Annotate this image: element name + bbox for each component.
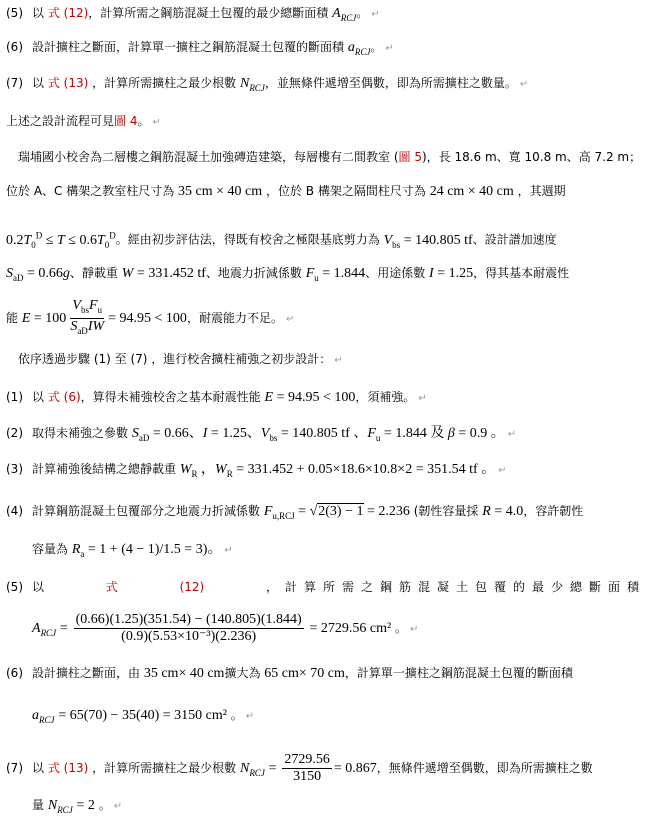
paragraph-mark-icon: ↵ xyxy=(519,79,529,90)
text: 以 xyxy=(32,390,45,404)
math: 35 cm× 40 cm xyxy=(143,666,225,681)
text: ，無條件遞增至偶數，即為所需擴柱之數 xyxy=(376,761,593,775)
figure-ref-link[interactable]: 圖 5 xyxy=(398,150,422,164)
text: ，計算單一擴柱之鋼筋混凝土包覆的斷面積 xyxy=(344,666,573,680)
math-n-rcj: $N_{RCJ}$ xyxy=(47,798,73,815)
text: 位於 A、C 構架之教室柱尺寸為 xyxy=(6,184,175,198)
equation-ref-link[interactable]: 式 (6) xyxy=(47,390,81,404)
text: ，耐震能力不足。 xyxy=(186,310,283,325)
item-number: (6) xyxy=(6,40,23,54)
text: 以 xyxy=(32,761,45,775)
math-n-rcj: $N_{RCJ}$ xyxy=(239,761,265,778)
text: 以 xyxy=(32,580,45,594)
math-wr: $W_R$ ，$W_R = 331.452 + 0.05\times 18.6\times 10.8\times 2 = 351.54$ tf 。 xyxy=(179,462,496,479)
item-number: (5) xyxy=(6,6,23,20)
text: (韌性容量採 xyxy=(413,504,479,518)
equation-ref-link[interactable]: (12) xyxy=(179,580,205,594)
text: 以 xyxy=(32,76,45,90)
math-vbs: $V_{bs} = 140.805$ tf xyxy=(383,232,473,250)
paragraph-mark-icon: ↵ xyxy=(224,545,233,556)
text: 容量為 xyxy=(32,542,69,556)
math-fu-rcj: $F_{u,RCJ} = √2(3) - 1 = 2.236$ xyxy=(263,504,410,521)
math-sad: $S_{aD} = 0.66g$ xyxy=(6,266,70,283)
item-number: (7) xyxy=(6,761,23,775)
math-a-rcj-small: $a_{RCJ}$ xyxy=(347,40,371,57)
math: 35 cm × 40 cm xyxy=(178,184,263,199)
math-i: I = 1.25 xyxy=(429,266,474,281)
text: 取得未補強之參數 xyxy=(32,426,129,440)
math: 65 cm× 70 cm xyxy=(264,666,345,681)
paragraph-mark-icon: ↵ xyxy=(285,313,295,325)
item-number: (1) xyxy=(6,390,23,404)
paragraph-mark-icon: ↵ xyxy=(385,43,394,54)
text: ，算得未補強校舍之基本耐震性能 xyxy=(80,390,261,404)
paragraph-mark-icon: ↵ xyxy=(507,429,517,440)
text: ，計算所需之鋼筋混凝土包覆的最少總斷面積 xyxy=(265,580,646,594)
item-number: (2) xyxy=(6,426,23,440)
text: ，得其基本耐震性 xyxy=(473,266,570,280)
text: ，容許韌性 xyxy=(523,504,584,518)
text: 、用途係數 xyxy=(365,266,426,280)
text: ，計算所需擴柱之最少根數 xyxy=(92,761,237,775)
text: 瑞埔國小校舍為二層樓之鋼筋混凝土加強磚造建築，每層樓有二間教室 ( xyxy=(18,150,399,164)
text: ，計算所需擴柱之最少根數 xyxy=(92,76,237,90)
equation-ref-link[interactable]: 式 xyxy=(105,580,118,594)
math: = 94.95 < 100 xyxy=(108,310,187,326)
equation-ref-link[interactable]: 式 (12) xyxy=(47,6,89,20)
equation-ref-link[interactable]: 式 (13) xyxy=(47,761,89,775)
math-a-rcj-small: $a_{RCJ}$ xyxy=(32,708,55,725)
math-n-rcj: $N_{RCJ}$ xyxy=(239,76,265,93)
text: ，須補強。 xyxy=(355,390,416,404)
paragraph-mark-icon: ↵ xyxy=(113,801,123,812)
paragraph-line xyxy=(18,148,656,166)
math-e-formula: E = 100 xyxy=(21,310,67,326)
paragraph-mark-icon: ↵ xyxy=(334,355,343,366)
fraction: $\frac{V_{bs}F_u}{S_{aD}IW}$ xyxy=(70,298,105,336)
fraction: $\frac{(0.66)(1.25)(351.54) - (140.805)(1.844)}{\text{(0.9)(5.53×10⁻³)(2.236)}}$ xyxy=(75,612,302,644)
math: 24 cm × 40 cm xyxy=(429,184,514,199)
paragraph-line xyxy=(6,182,656,201)
text: 、靜載重 xyxy=(69,266,118,280)
paragraph-line xyxy=(6,226,656,253)
text: 以 xyxy=(32,6,45,20)
paragraph-mark-icon: ↵ xyxy=(418,393,427,404)
text: ，其週期 xyxy=(517,184,566,198)
paragraph-mark-icon: ↵ xyxy=(498,465,507,476)
paragraph-mark-icon: ↵ xyxy=(371,9,380,20)
item-number: (4) xyxy=(6,504,23,518)
text: 、設計譜加速度 xyxy=(472,232,557,247)
equation-ref-link[interactable]: 式 (13) xyxy=(47,76,89,90)
text: ，位於 B 構架之隔間柱尺寸為 xyxy=(265,184,426,198)
math-period-range: $0.2T_0^D \le T \le 0.6T_0^D$ xyxy=(6,230,116,250)
text: 計算鋼筋混凝土包覆部分之地震力折減係數 xyxy=(32,504,261,518)
text: 能 xyxy=(6,310,19,325)
text: 上述之設計流程可見 xyxy=(6,114,115,128)
math: E = 94.95 < 100 xyxy=(264,390,356,405)
text: )，長 18.6 m、寬 10.8 m、高 7.2 m； xyxy=(421,150,642,164)
item-number: (6) xyxy=(6,666,23,680)
text: 計算補強後結構之總靜載重 xyxy=(32,462,177,476)
math-a-rcj: $A_{RCJ}$ xyxy=(32,621,57,638)
figure-ref-link[interactable]: 圖 4 xyxy=(114,114,138,128)
paragraph-mark-icon: ↵ xyxy=(245,711,255,722)
text: 設計擴柱之斷面，由 xyxy=(32,666,141,680)
text: 擴大為 xyxy=(224,666,261,680)
paragraph-line xyxy=(6,298,656,339)
text: 設計擴柱之斷面，計算單一擴柱之鋼筋混凝土包覆的斷面積 xyxy=(32,40,345,54)
paragraph-mark-icon: ↵ xyxy=(152,117,161,128)
item-number: (7) xyxy=(6,76,23,90)
flow-reference: 上述之設計流程可見圖 4。 ↵ xyxy=(6,114,161,128)
paragraph-line xyxy=(18,350,656,370)
math-w: W = 331.452 tf xyxy=(121,266,206,281)
text: 依序透過步驟 (1) 至 (7) ，進行校舍擴柱補強之初步設計： xyxy=(18,352,332,366)
paragraph-line xyxy=(6,264,656,287)
math-params: $S_{aD} = 0.66$、I = 1.25、$V_{bs} = 140.805$ tf 、$F_u = 1.844$ 及 β = 0.9 。 xyxy=(131,426,505,443)
text: ，並無條件遞增至偶數，即為所需擴柱之數量。 xyxy=(264,76,517,90)
text: ，計算所需之鋼筋混凝土包覆的最少總斷面積 xyxy=(88,6,329,20)
math-r: R = 4.0 xyxy=(482,504,524,519)
paragraph-mark-icon: ↵ xyxy=(410,624,419,635)
math-fu: $F_u = 1.844$ xyxy=(305,266,366,283)
item-number: (5) xyxy=(6,580,23,594)
text: 、地震力折減係數 xyxy=(205,266,302,280)
text: 量 xyxy=(32,798,45,812)
math-ra: $R_a = 1 + (4 - 1)/1.5 = 3$)。 xyxy=(71,542,222,559)
text: 。經由初步評估法，得既有校舍之極限基底剪力為 xyxy=(115,232,380,247)
fraction: $\frac{2729.56}{3150}$ xyxy=(284,752,330,784)
math-a-rcj: $A_{RCJ}$ xyxy=(332,6,357,23)
item-number: (3) xyxy=(6,462,23,476)
